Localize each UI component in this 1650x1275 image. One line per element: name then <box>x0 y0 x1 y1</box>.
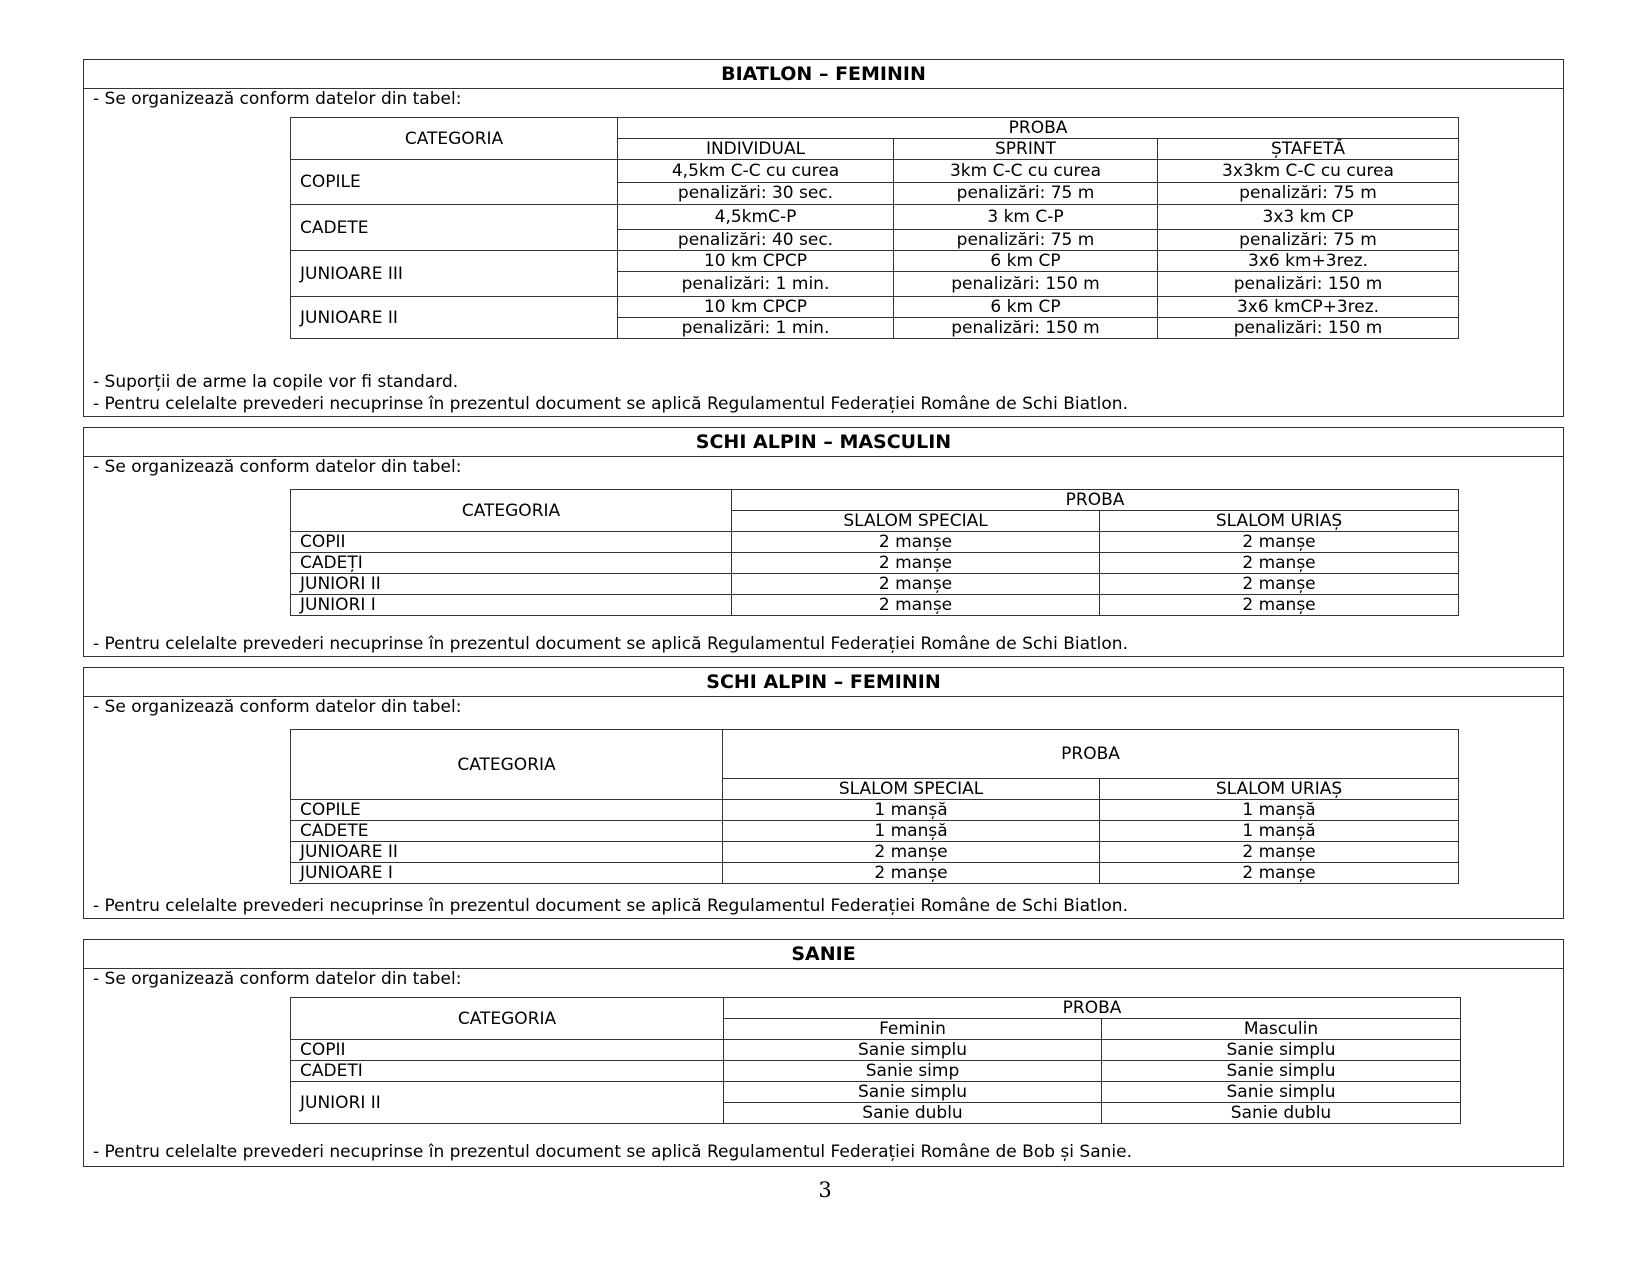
table-cell: Sanie simplu <box>1102 1061 1461 1082</box>
section-schi-alpin-masculin <box>83 427 1564 657</box>
table-cell: 10 km CPCP <box>618 297 894 318</box>
section-sanie <box>83 939 1564 1167</box>
sanie-table <box>290 997 1461 1124</box>
table-cell: 2 manșe <box>732 574 1100 595</box>
table-cell: 2 manșe <box>1100 553 1459 574</box>
table-cell: Sanie simp <box>724 1061 1102 1082</box>
table-cell: penalizări: 75 m <box>1158 230 1459 251</box>
proba-header: PROBA <box>732 490 1459 511</box>
section-biatlon-feminin <box>83 59 1564 417</box>
category-cell: JUNIOARE I <box>291 863 723 884</box>
table-cell: 3x6 kmCP+3rez. <box>1158 297 1459 318</box>
table-cell: penalizări: 1 min. <box>618 272 894 297</box>
table-cell: Sanie dublu <box>1102 1103 1461 1124</box>
table-cell: penalizări: 150 m <box>894 272 1158 297</box>
column-header: SLALOM URIAȘ <box>1100 511 1459 532</box>
table-cell: 2 manșe <box>732 553 1100 574</box>
table-cell: 2 manșe <box>1100 532 1459 553</box>
column-header: INDIVIDUAL <box>618 139 894 160</box>
table-cell: penalizări: 150 m <box>894 318 1158 339</box>
intro-text: - Se organizează conform datelor din tabel: <box>93 697 462 717</box>
category-cell: JUNIOARE II <box>291 842 723 863</box>
column-header: Masculin <box>1102 1019 1461 1040</box>
column-header: SLALOM SPECIAL <box>723 779 1100 800</box>
table-cell: penalizări: 150 m <box>1158 318 1459 339</box>
section-title: SCHI ALPIN – MASCULIN <box>84 428 1563 457</box>
category-cell: JUNIOARE II <box>291 297 618 339</box>
intro-text: - Se organizează conform datelor din tabel: <box>93 969 462 989</box>
column-header: Feminin <box>724 1019 1102 1040</box>
schi-alpin-feminin-table <box>290 729 1459 884</box>
intro-text: - Se organizează conform datelor din tabel: <box>93 457 462 477</box>
table-cell: penalizări: 30 sec. <box>618 182 894 205</box>
table-cell: 6 km CP <box>894 297 1158 318</box>
category-cell: CADEȚI <box>291 553 732 574</box>
table-cell: 3x3km C-C cu curea <box>1158 160 1459 183</box>
column-header: ȘTAFETĂ <box>1158 139 1459 160</box>
table-cell: Sanie simplu <box>724 1040 1102 1061</box>
table-cell: 2 manșe <box>732 595 1100 616</box>
note-text: - Pentru celelalte prevederi necuprinse în prezentul document se aplică Regulamentul Federației Române de Schi Biatlon. <box>93 634 1128 654</box>
category-cell: JUNIORI I <box>291 595 732 616</box>
table-cell: Sanie simplu <box>1102 1082 1461 1103</box>
table-cell: penalizări: 40 sec. <box>618 230 894 251</box>
category-cell: JUNIOARE III <box>291 251 618 297</box>
table-cell: Sanie dublu <box>724 1103 1102 1124</box>
intro-text: - Se organizează conform datelor din tabel: <box>93 89 462 109</box>
table-cell: 4,5km C-C cu curea <box>618 160 894 183</box>
note-text: - Suporții de arme la copile vor fi standard. <box>93 372 459 392</box>
section-title: SCHI ALPIN – FEMININ <box>84 668 1563 697</box>
category-header: CATEGORIA <box>291 998 724 1040</box>
category-header: CATEGORIA <box>291 118 618 160</box>
column-header: SLALOM URIAȘ <box>1100 779 1459 800</box>
table-cell: 2 manșe <box>732 532 1100 553</box>
table-cell: 2 manșe <box>1100 863 1459 884</box>
category-cell: COPILE <box>291 160 618 205</box>
section-schi-alpin-feminin <box>83 667 1564 919</box>
category-cell: JUNIORI II <box>291 1082 724 1124</box>
schi-alpin-masculin-table <box>290 489 1459 616</box>
column-header: SPRINT <box>894 139 1158 160</box>
table-cell: 3 km C-P <box>894 205 1158 230</box>
table-cell: penalizări: 75 m <box>1158 182 1459 205</box>
category-header: CATEGORIA <box>291 490 732 532</box>
table-cell: Sanie simplu <box>724 1082 1102 1103</box>
table-cell: penalizări: 150 m <box>1158 272 1459 297</box>
proba-header: PROBA <box>723 730 1459 779</box>
table-cell: 4,5kmC-P <box>618 205 894 230</box>
table-cell: penalizări: 1 min. <box>618 318 894 339</box>
page-number: 3 <box>818 1178 832 1202</box>
table-cell: 3x3 km CP <box>1158 205 1459 230</box>
note-text: - Pentru celelalte prevederi necuprinse în prezentul document se aplică Regulamentul Federației Române de Schi Biatlon. <box>93 896 1128 916</box>
table-cell: penalizări: 75 m <box>894 182 1158 205</box>
table-cell: 2 manșe <box>1100 574 1459 595</box>
biatlon-table <box>290 117 1459 339</box>
category-cell: COPII <box>291 532 732 553</box>
table-cell: 2 manșe <box>723 842 1100 863</box>
proba-header: PROBA <box>724 998 1461 1019</box>
category-cell: JUNIORI II <box>291 574 732 595</box>
category-header: CATEGORIA <box>291 730 723 800</box>
table-cell: 2 manșe <box>1100 842 1459 863</box>
table-cell: 2 manșe <box>723 863 1100 884</box>
category-cell: COPII <box>291 1040 724 1061</box>
table-cell: penalizări: 75 m <box>894 230 1158 251</box>
table-cell: 1 manșă <box>1100 800 1459 821</box>
note-text: - Pentru celelalte prevederi necuprinse în prezentul document se aplică Regulamentul Federației Române de Bob și Sanie. <box>93 1142 1132 1162</box>
note-text: - Pentru celelalte prevederi necuprinse în prezentul document se aplică Regulamentul Federației Române de Schi Biatlon. <box>93 394 1128 414</box>
table-cell: 3x6 km+3rez. <box>1158 251 1459 272</box>
column-header: SLALOM SPECIAL <box>732 511 1100 532</box>
category-cell: CADETE <box>291 205 618 251</box>
category-cell: CADETE <box>291 821 723 842</box>
category-cell: CADETI <box>291 1061 724 1082</box>
table-cell: 3km C-C cu curea <box>894 160 1158 183</box>
table-cell: 6 km CP <box>894 251 1158 272</box>
table-cell: Sanie simplu <box>1102 1040 1461 1061</box>
table-cell: 1 manșă <box>723 800 1100 821</box>
section-title: SANIE <box>84 940 1563 969</box>
table-cell: 1 manșă <box>1100 821 1459 842</box>
table-cell: 1 manșă <box>723 821 1100 842</box>
proba-header: PROBA <box>618 118 1459 139</box>
table-cell: 10 km CPCP <box>618 251 894 272</box>
table-cell: 2 manșe <box>1100 595 1459 616</box>
section-title: BIATLON – FEMININ <box>84 60 1563 89</box>
category-cell: COPILE <box>291 800 723 821</box>
